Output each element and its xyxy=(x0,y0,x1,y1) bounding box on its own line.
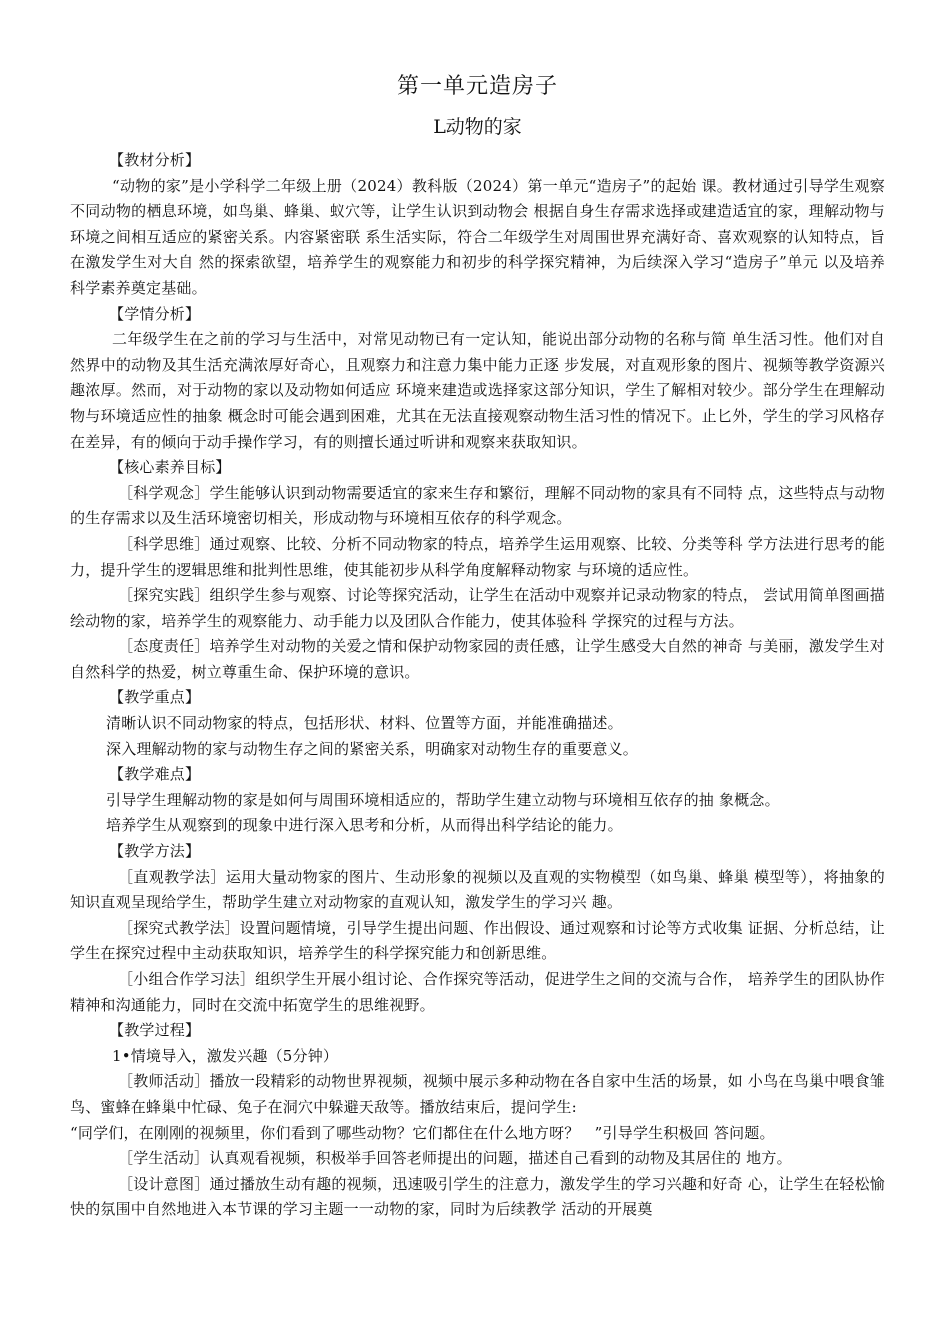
paragraph-tanjiushi: ［探究式教学法］设置问题情境，引导学生提出问题、作出假设、通过观察和讨论等方式收集 证据、分析总结，让学生在探究过程中主动获取知识，培养学生的科学探究能力和创新思维。 xyxy=(70,918,885,963)
paragraph-zhongdian-1: 清晰认识不同动物家的特点，包括形状、材料、位置等方面，并能准确描述。 xyxy=(106,714,623,733)
section-heading-jiaocai: 【教材分析】 xyxy=(109,151,201,169)
section-heading-fangfa: 【教学方法】 xyxy=(109,842,201,861)
paragraph-xueqing: 二年级学生在之前的学习与生活中，对常见动物已有一定认知，能说出部分动物的名称与简 单生活习性。他们对自然界中的动物及其生活充满浓厚好奇心，且观察力和注意力集中能力正逐 步发展，对直观形象的图片、视频等教学资源兴趣浓厚。然而，对于动物的家以及动物如何适应 环境来建造或选择家这部分知识，学生了解相对较少。部分学生在理解动物与环境适应性的抽象 概念时可能会遇到困难，尤其在无法直接观察动物生活习性的情况下。止匕外，学生的学习风格存 在差异，有的倾向于动手操作学习，有的则擅长通过听讲和观察来获取知识。 xyxy=(70,330,885,451)
section-heading-nandian: 【教学难点】 xyxy=(109,765,201,784)
step-1-heading: 1•情境导入，激发兴趣（5分钟） xyxy=(112,1046,339,1065)
paragraph-taidu-zeren: ［态度责任］培养学生对动物的关爱之情和保护动物家园的责任感，让学生感受大自然的神奇 与美丽，激发学生对自然科学的热爱，树立尊重生命、保护环境的意识。 xyxy=(70,637,885,681)
lesson-title: L动物的家 xyxy=(433,116,522,138)
paragraph-design-intent: ［设计意图］通过播放生动有趣的视频，迅速吸引学生的注意力，激发学生的学习兴趣和好奇 心，让学生在轻松愉快的氛围中自然地进入本节课的学习主题一一动物的家，同时为后续教学 活动的开展奠 xyxy=(70,1174,885,1219)
paragraph-xiaozu: ［小组合作学习法］组织学生开展小组讨论、合作探究等活动，促进学生之间的交流与合作， 培养学生的团队协作精神和沟通能力，同时在交流中拓宽学生的思维视野。 xyxy=(70,970,885,1014)
paragraph-nandian-2: 培养学生从观察到的现象中进行深入思考和分析，从而得出科学结论的能力。 xyxy=(106,816,623,835)
paragraph-nandian-1: 引导学生理解动物的家是如何与周围环境相适应的，帮助学生建立动物与环境相互依存的抽 象概念。 xyxy=(106,790,780,809)
document-page xyxy=(70,72,885,1223)
paragraph-kexue-guannian: ［科学观念］学生能够认识到动物需要适宜的家来生存和繁衍，理解不同动物的家具有不同特 点，这些特点与动物的生存需求以及生活环境密切相关，形成动物与环境相互依存的科学观念。 xyxy=(70,483,885,528)
section-heading-xueqing: 【学情分析】 xyxy=(109,304,201,323)
section-heading-hexin: 【核心素养目标】 xyxy=(109,458,231,477)
paragraph-kexue-siwei: ［科学思维］通过观察、比较、分析不同动物家的特点，培养学生运用观察、比较、分类等科 学方法进行思考的能力，提升学生的逻辑思维和批判性思维，使其能初步从科学角度解释动物家 与环境的适应性。 xyxy=(70,534,885,579)
paragraph-zhongdian-2: 深入理解动物的家与动物生存之间的紧密关系，明确家对动物生存的重要意义。 xyxy=(106,739,639,758)
section-heading-guocheng: 【教学过程】 xyxy=(109,1021,201,1040)
paragraph-tanjiu-shijian: ［探究实践］组织学生参与观察、讨论等探究活动，让学生在活动中观察并记录动物家的特点， 尝试用简单图画描绘动物的家，培养学生的观察能力、动手能力以及团队合作能力，使其体验科 学探究的过程与方法。 xyxy=(70,586,885,630)
paragraph-teacher-activity: ［教师活动］播放一段精彩的动物世界视频，视频中展示多种动物在各自家中生活的场景，如 小鸟在鸟巢中喂食雏鸟、蜜蜂在蜂巢中忙碌、兔子在洞穴中躲避天敌等。播放结束后，提问学生: xyxy=(70,1072,885,1116)
paragraph-jiaocai: “动物的家”是小学科学二年级上册（2024）教科版（2024）第一单元“造房子”的起始 课。教材通过引导学生观察不同动物的栖息环境，如鸟巢、蜂巢、蚁穴等，让学生认识到动物会 根据自身生存需求选择或建造适宜的家，理解动物与环境之间相互适应的紧密关系。内容紧密联 系生活实际，符合二年级学生对周围世界充满好奇、喜欢观察的认知特点，旨在激发学生对大自 然的探索欲望，培养学生的观察能力和初步的科学探究精神，为后续深入学习“造房子”单元 以及培养科学素养奠定基础。 xyxy=(70,176,885,297)
section-heading-zhongdian: 【教学重点】 xyxy=(109,688,201,707)
paragraph-student-activity: ［学生活动］认真观看视频，积极举手回答老师提出的问题，描述自己看到的动物及其居住的 地方。 xyxy=(118,1149,792,1168)
page-title: 第一单元造房子 xyxy=(396,74,558,99)
paragraph-zhiguan: ［直观教学法］运用大量动物家的图片、生动形象的视频以及直观的实物模型（如鸟巢、蜂巢 模型等），将抽象的知识直观呈现给学生，帮助学生建立对动物家的直观认知，激发学生的学习兴 趣。 xyxy=(70,867,885,912)
paragraph-teacher-quote: “同学们，在刚刚的视频里，你们看到了哪些动物？它们都住在什么地方呀？ ”引导学生积极回 答问题。 xyxy=(70,1123,775,1142)
